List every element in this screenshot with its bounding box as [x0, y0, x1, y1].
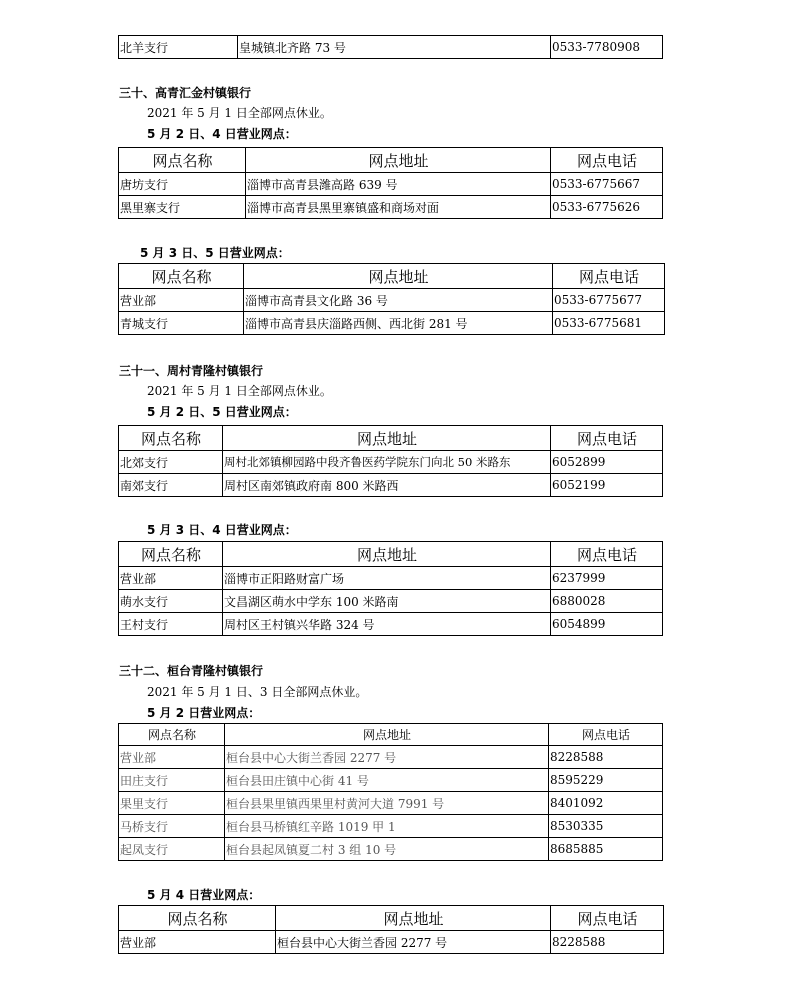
branch-name: 王村支行: [119, 613, 223, 636]
branch-phone: 8595229: [549, 769, 663, 792]
table-row: [119, 746, 663, 769]
subheading-30-1: 5 月 2 日、4 日营业网点：: [147, 127, 297, 141]
header-name: 网点名称: [119, 542, 223, 567]
header-address: 网点地址: [246, 148, 551, 173]
branch-name: 马桥支行: [119, 815, 225, 838]
subheading-31-2: 5 月 3 日、4 日营业网点：: [147, 523, 297, 537]
table-row: [119, 769, 663, 792]
table-header: [119, 724, 663, 746]
branch-phone: 8228588: [549, 746, 663, 769]
table-31-1: [118, 425, 663, 497]
branch-name: 起凤支行: [119, 838, 225, 861]
table-row: [119, 474, 663, 497]
branch-phone: 8401092: [549, 792, 663, 815]
branch-name: 黑里寨支行: [119, 196, 246, 219]
table-row: [119, 451, 663, 474]
branch-phone: 8228588: [551, 931, 664, 954]
table-header: [119, 264, 665, 289]
branch-address: 桓台县起凤镇夏二村 3 组 10 号: [225, 838, 549, 861]
header-address: 网点地址: [244, 264, 553, 289]
header-name: 网点名称: [119, 724, 225, 746]
section-note-32: 2021 年 5 月 1 日、3 日全部网点休业。: [147, 685, 368, 699]
subheading-32-2: 5 月 4 日营业网点：: [147, 888, 261, 902]
branch-address: 桓台县果里镇西果里村黄河大道 7991 号: [225, 792, 549, 815]
branch-name: 南郊支行: [119, 474, 223, 497]
branch-phone: 8530335: [549, 815, 663, 838]
branch-name: 北羊支行: [119, 36, 238, 59]
branch-name: 萌水支行: [119, 590, 223, 613]
branch-name: 北郊支行: [119, 451, 223, 474]
branch-phone: 6237999: [551, 567, 663, 590]
header-phone: 网点电话: [553, 264, 665, 289]
branch-address: 淄博市高青县庆淄路西侧、西北街 281 号: [244, 312, 553, 335]
branch-address: 淄博市高青县潍高路 639 号: [246, 173, 551, 196]
header-phone: 网点电话: [551, 426, 663, 451]
table-30-1: [118, 147, 663, 219]
branch-phone: 0533-7780908: [551, 36, 663, 59]
branch-address: 淄博市高青县黑里寨镇盛和商场对面: [246, 196, 551, 219]
branch-phone: 6052899: [551, 451, 663, 474]
header-name: 网点名称: [119, 906, 276, 931]
table-row: [119, 196, 663, 219]
header-phone: 网点电话: [549, 724, 663, 746]
table-row: [119, 173, 663, 196]
section-note-31: 2021 年 5 月 1 日全部网点休业。: [147, 384, 332, 398]
header-address: 网点地址: [276, 906, 551, 931]
branch-address: 桓台县田庄镇中心街 41 号: [225, 769, 549, 792]
branch-address: 桓台县中心大街兰香园 2277 号: [276, 931, 551, 954]
branch-name: 营业部: [119, 289, 244, 312]
branch-name: 营业部: [119, 746, 225, 769]
header-phone: 网点电话: [551, 542, 663, 567]
branch-name: 果里支行: [119, 792, 225, 815]
branch-phone: 6054899: [551, 613, 663, 636]
table-row: [119, 613, 663, 636]
section-title-30: 三十、高青汇金村镇银行: [119, 86, 252, 100]
branch-address: 周村区王村镇兴华路 324 号: [223, 613, 551, 636]
table-row: [119, 838, 663, 861]
branch-name: 唐坊支行: [119, 173, 246, 196]
header-address: 网点地址: [223, 426, 551, 451]
branch-phone: 0533-6775681: [553, 312, 665, 335]
branch-address: 周村北郊镇柳园路中段齐鲁医药学院东门向北 50 米路东: [223, 451, 551, 474]
subheading-32-1: 5 月 2 日营业网点：: [147, 706, 261, 720]
table-row: [119, 289, 665, 312]
branch-address: 桓台县马桥镇红辛路 1019 甲 1: [225, 815, 549, 838]
branch-address: 桓台县中心大街兰香园 2277 号: [225, 746, 549, 769]
branch-address: 淄博市高青县文化路 36 号: [244, 289, 553, 312]
section-title-31: 三十一、周村青隆村镇银行: [119, 364, 264, 378]
branch-name: 青城支行: [119, 312, 244, 335]
section-note-30: 2021 年 5 月 1 日全部网点休业。: [147, 106, 332, 120]
table-header: [119, 148, 663, 173]
subheading-31-1: 5 月 2 日、5 日营业网点：: [147, 405, 297, 419]
table-32-2: [118, 905, 664, 954]
table-row: [119, 792, 663, 815]
header-address: 网点地址: [223, 542, 551, 567]
table-32-1: [118, 723, 663, 861]
section-title-32: 三十二、桓台青隆村镇银行: [119, 664, 264, 678]
table-31-2: [118, 541, 663, 636]
branch-phone: 6052199: [551, 474, 663, 497]
table-row: [119, 36, 663, 59]
table-header: [119, 426, 663, 451]
table-top: [118, 35, 663, 59]
table-header: [119, 906, 664, 931]
table-30-2: [118, 263, 665, 335]
header-name: 网点名称: [119, 426, 223, 451]
subheading-30-2: 5 月 3 日、5 日营业网点：: [140, 246, 290, 260]
branch-phone: 0533-6775667: [551, 173, 663, 196]
table-row: [119, 815, 663, 838]
branch-phone: 8685885: [549, 838, 663, 861]
branch-address: 淄博市正阳路财富广场: [223, 567, 551, 590]
branch-name: 营业部: [119, 931, 276, 954]
header-phone: 网点电话: [551, 906, 664, 931]
table-row: [119, 931, 664, 954]
branch-address: 文昌湖区萌水中学东 100 米路南: [223, 590, 551, 613]
branch-name: 田庄支行: [119, 769, 225, 792]
table-row: [119, 567, 663, 590]
branch-phone: 6880028: [551, 590, 663, 613]
table-row: [119, 590, 663, 613]
branch-address: 周村区南郊镇政府南 800 米路西: [223, 474, 551, 497]
branch-address: 皇城镇北齐路 73 号: [238, 36, 551, 59]
header-name: 网点名称: [119, 264, 244, 289]
header-name: 网点名称: [119, 148, 246, 173]
branch-name: 营业部: [119, 567, 223, 590]
branch-phone: 0533-6775626: [551, 196, 663, 219]
header-address: 网点地址: [225, 724, 549, 746]
table-header: [119, 542, 663, 567]
branch-phone: 0533-6775677: [553, 289, 665, 312]
table-row: [119, 312, 665, 335]
header-phone: 网点电话: [551, 148, 663, 173]
